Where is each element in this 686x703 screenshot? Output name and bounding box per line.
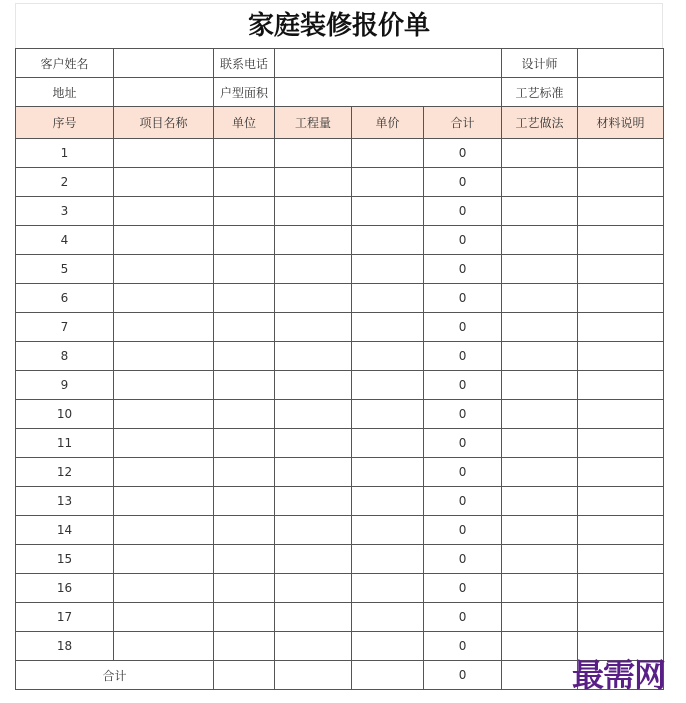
unit-cell[interactable]: [214, 139, 275, 168]
designer-label: 设计师: [502, 49, 578, 78]
summary-process-cell[interactable]: [502, 661, 578, 690]
row-index: 1: [16, 139, 114, 168]
area-field[interactable]: [275, 78, 502, 107]
quantity-cell[interactable]: [275, 313, 352, 342]
unit-price-cell[interactable]: [352, 371, 424, 400]
material-cell[interactable]: [578, 371, 664, 400]
unit-price-cell[interactable]: [352, 197, 424, 226]
table-row: [16, 139, 664, 168]
process-cell[interactable]: [502, 545, 578, 574]
unit-price-cell[interactable]: [352, 284, 424, 313]
col-header-material: 材料说明: [578, 107, 664, 139]
item-name-cell[interactable]: [114, 342, 214, 371]
unit-price-cell[interactable]: [352, 400, 424, 429]
total-cell: 0: [424, 400, 502, 429]
row-index: 6: [16, 284, 114, 313]
col-header-unit: 单位: [214, 107, 275, 139]
row-index: 18: [16, 632, 114, 661]
item-name-cell[interactable]: [114, 255, 214, 284]
table-row: [16, 516, 664, 545]
col-header-total: 合计: [424, 107, 502, 139]
summary-quantity-cell[interactable]: [275, 661, 352, 690]
info-row-1: [16, 49, 664, 78]
table-row: [16, 255, 664, 284]
unit-price-cell[interactable]: [352, 574, 424, 603]
material-cell[interactable]: [578, 168, 664, 197]
total-cell: 0: [424, 545, 502, 574]
row-index: 17: [16, 603, 114, 632]
total-cell: 0: [424, 603, 502, 632]
unit-cell[interactable]: [214, 545, 275, 574]
col-header-unit-price: 单价: [352, 107, 424, 139]
total-cell: 0: [424, 487, 502, 516]
unit-cell[interactable]: [214, 458, 275, 487]
item-name-cell[interactable]: [114, 284, 214, 313]
table-row: [16, 458, 664, 487]
process-cell[interactable]: [502, 400, 578, 429]
unit-price-cell[interactable]: [352, 342, 424, 371]
total-cell: 0: [424, 574, 502, 603]
total-cell: 0: [424, 342, 502, 371]
summary-unit-cell[interactable]: [214, 661, 275, 690]
unit-price-cell[interactable]: [352, 168, 424, 197]
total-cell: 0: [424, 429, 502, 458]
table-row: [16, 545, 664, 574]
col-header-process: 工艺做法: [502, 107, 578, 139]
item-name-cell[interactable]: [114, 574, 214, 603]
unit-cell[interactable]: [214, 574, 275, 603]
process-cell[interactable]: [502, 458, 578, 487]
unit-cell[interactable]: [214, 255, 275, 284]
row-index: 14: [16, 516, 114, 545]
material-cell[interactable]: [578, 284, 664, 313]
quantity-cell[interactable]: [275, 342, 352, 371]
table-row: [16, 371, 664, 400]
col-header-quantity: 工程量: [275, 107, 352, 139]
item-name-cell[interactable]: [114, 545, 214, 574]
unit-price-cell[interactable]: [352, 516, 424, 545]
total-cell: 0: [424, 284, 502, 313]
unit-price-cell[interactable]: [352, 487, 424, 516]
material-cell[interactable]: [578, 400, 664, 429]
quantity-cell[interactable]: [275, 226, 352, 255]
row-index: 12: [16, 458, 114, 487]
address-field[interactable]: [114, 78, 214, 107]
process-cell[interactable]: [502, 226, 578, 255]
total-cell: 0: [424, 255, 502, 284]
quantity-cell[interactable]: [275, 197, 352, 226]
quantity-cell[interactable]: [275, 168, 352, 197]
row-index: 8: [16, 342, 114, 371]
process-cell[interactable]: [502, 139, 578, 168]
material-cell[interactable]: [578, 197, 664, 226]
standard-label: 工艺标准: [502, 78, 578, 107]
material-cell[interactable]: [578, 516, 664, 545]
unit-cell[interactable]: [214, 400, 275, 429]
item-name-cell[interactable]: [114, 226, 214, 255]
table-row: [16, 313, 664, 342]
process-cell[interactable]: [502, 574, 578, 603]
material-cell[interactable]: [578, 574, 664, 603]
quantity-cell[interactable]: [275, 429, 352, 458]
unit-cell[interactable]: [214, 371, 275, 400]
unit-cell[interactable]: [214, 226, 275, 255]
unit-cell[interactable]: [214, 632, 275, 661]
quantity-cell[interactable]: [275, 574, 352, 603]
total-cell: 0: [424, 168, 502, 197]
quantity-cell[interactable]: [275, 603, 352, 632]
table-row: [16, 574, 664, 603]
item-name-cell[interactable]: [114, 400, 214, 429]
item-name-cell[interactable]: [114, 487, 214, 516]
quantity-cell[interactable]: [275, 632, 352, 661]
quantity-cell[interactable]: [275, 371, 352, 400]
process-cell[interactable]: [502, 487, 578, 516]
total-cell: 0: [424, 516, 502, 545]
total-cell: 0: [424, 632, 502, 661]
unit-price-cell[interactable]: [352, 139, 424, 168]
row-index: 7: [16, 313, 114, 342]
quantity-cell[interactable]: [275, 545, 352, 574]
row-index: 13: [16, 487, 114, 516]
material-cell[interactable]: [578, 226, 664, 255]
info-row-2: [16, 78, 664, 107]
unit-price-cell[interactable]: [352, 632, 424, 661]
material-cell[interactable]: [578, 342, 664, 371]
process-cell[interactable]: [502, 516, 578, 545]
item-name-cell[interactable]: [114, 371, 214, 400]
total-cell: 0: [424, 226, 502, 255]
quantity-cell[interactable]: [275, 400, 352, 429]
row-index: 3: [16, 197, 114, 226]
quote-sheet: [15, 3, 663, 690]
summary-row: [16, 661, 664, 690]
table-row: [16, 603, 664, 632]
unit-cell[interactable]: [214, 487, 275, 516]
phone-label: 联系电话: [214, 49, 275, 78]
unit-price-cell[interactable]: [352, 429, 424, 458]
table-row: [16, 197, 664, 226]
unit-price-cell[interactable]: [352, 545, 424, 574]
row-index: 10: [16, 400, 114, 429]
summary-total: 0: [424, 661, 502, 690]
material-cell[interactable]: [578, 458, 664, 487]
table-row: [16, 487, 664, 516]
unit-cell[interactable]: [214, 168, 275, 197]
quantity-cell[interactable]: [275, 139, 352, 168]
process-cell[interactable]: [502, 429, 578, 458]
quantity-cell[interactable]: [275, 255, 352, 284]
quantity-cell[interactable]: [275, 487, 352, 516]
quantity-cell[interactable]: [275, 284, 352, 313]
address-label: 地址: [16, 78, 114, 107]
material-cell[interactable]: [578, 139, 664, 168]
total-cell: 0: [424, 371, 502, 400]
designer-field[interactable]: [578, 49, 664, 78]
table-row: [16, 284, 664, 313]
table-row: [16, 342, 664, 371]
unit-price-cell[interactable]: [352, 458, 424, 487]
standard-field[interactable]: [578, 78, 664, 107]
row-index: 15: [16, 545, 114, 574]
unit-cell[interactable]: [214, 516, 275, 545]
total-cell: 0: [424, 313, 502, 342]
material-cell[interactable]: [578, 487, 664, 516]
unit-price-cell[interactable]: [352, 255, 424, 284]
item-name-cell[interactable]: [114, 168, 214, 197]
summary-label: 合计: [16, 661, 214, 690]
unit-cell[interactable]: [214, 197, 275, 226]
material-cell[interactable]: [578, 429, 664, 458]
row-index: 11: [16, 429, 114, 458]
table-row: [16, 632, 664, 661]
phone-field[interactable]: [275, 49, 502, 78]
unit-cell[interactable]: [214, 429, 275, 458]
customer-name-label: 客户姓名: [16, 49, 114, 78]
material-cell[interactable]: [578, 603, 664, 632]
row-index: 5: [16, 255, 114, 284]
item-name-cell[interactable]: [114, 139, 214, 168]
area-label: 户型面积: [214, 78, 275, 107]
item-name-cell[interactable]: [114, 516, 214, 545]
page-title: 家庭装修报价单: [15, 3, 663, 48]
total-cell: 0: [424, 139, 502, 168]
process-cell[interactable]: [502, 632, 578, 661]
item-name-cell[interactable]: [114, 632, 214, 661]
table-row: [16, 168, 664, 197]
unit-cell[interactable]: [214, 313, 275, 342]
total-cell: 0: [424, 197, 502, 226]
col-header-index: 序号: [16, 107, 114, 139]
item-name-cell[interactable]: [114, 197, 214, 226]
process-cell[interactable]: [502, 603, 578, 632]
watermark-logo: 最需网: [572, 656, 666, 694]
table-row: [16, 429, 664, 458]
quantity-cell[interactable]: [275, 458, 352, 487]
col-header-item-name: 项目名称: [114, 107, 214, 139]
summary-unit-price-cell[interactable]: [352, 661, 424, 690]
process-cell[interactable]: [502, 342, 578, 371]
material-cell[interactable]: [578, 545, 664, 574]
row-index: 2: [16, 168, 114, 197]
quantity-cell[interactable]: [275, 516, 352, 545]
process-cell[interactable]: [502, 197, 578, 226]
unit-price-cell[interactable]: [352, 313, 424, 342]
table-row: [16, 400, 664, 429]
customer-name-field[interactable]: [114, 49, 214, 78]
unit-price-cell[interactable]: [352, 226, 424, 255]
row-index: 16: [16, 574, 114, 603]
item-name-cell[interactable]: [114, 313, 214, 342]
row-index: 4: [16, 226, 114, 255]
item-name-cell[interactable]: [114, 429, 214, 458]
unit-cell[interactable]: [214, 603, 275, 632]
quote-table: [15, 48, 664, 690]
table-row: [16, 226, 664, 255]
process-cell[interactable]: [502, 284, 578, 313]
unit-price-cell[interactable]: [352, 603, 424, 632]
header-row: [16, 107, 664, 139]
total-cell: 0: [424, 458, 502, 487]
item-name-cell[interactable]: [114, 603, 214, 632]
unit-cell[interactable]: [214, 342, 275, 371]
item-name-cell[interactable]: [114, 458, 214, 487]
material-cell[interactable]: [578, 255, 664, 284]
unit-cell[interactable]: [214, 284, 275, 313]
process-cell[interactable]: [502, 168, 578, 197]
process-cell[interactable]: [502, 313, 578, 342]
row-index: 9: [16, 371, 114, 400]
material-cell[interactable]: [578, 313, 664, 342]
process-cell[interactable]: [502, 255, 578, 284]
process-cell[interactable]: [502, 371, 578, 400]
